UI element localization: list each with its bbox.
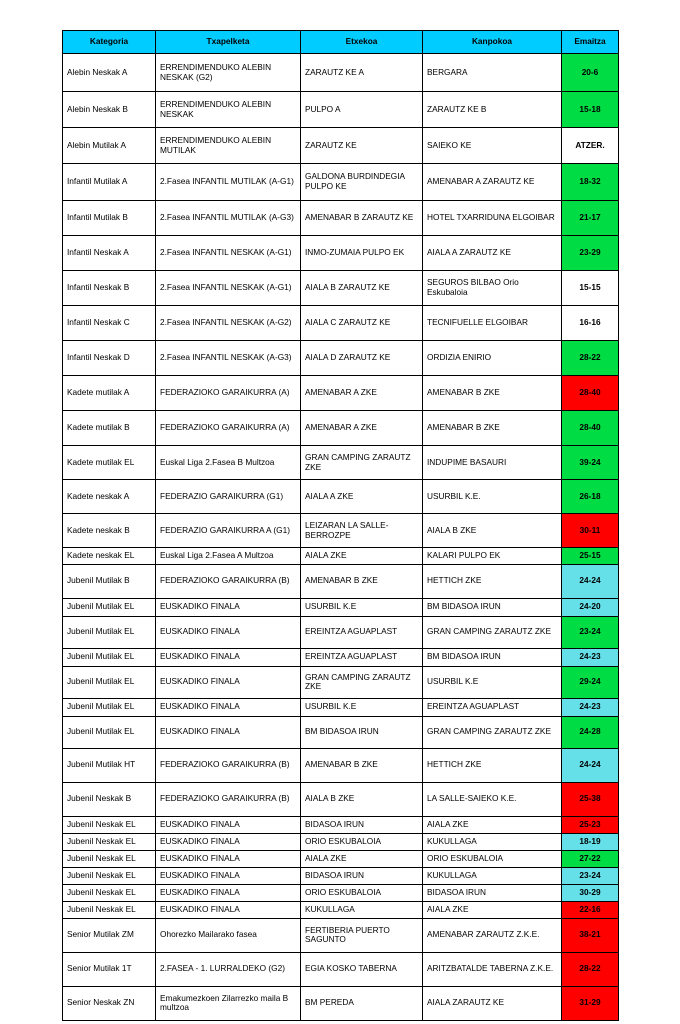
results-table <box>62 30 619 1021</box>
table-row <box>63 480 619 514</box>
cell-kanpokoa: ZARAUTZ KE B <box>423 92 562 128</box>
cell-kanpokoa: EREINTZA AGUAPLAST <box>423 698 562 716</box>
cell-kategoria: Jubenil Mutilak EL <box>63 598 156 616</box>
table-row <box>63 306 619 341</box>
cell-kanpokoa: AMENABAR B ZKE <box>423 411 562 446</box>
column-header-txapelketa: Txapelketa <box>156 31 301 54</box>
cell-kategoria: Jubenil Neskak EL <box>63 884 156 901</box>
cell-emaitza: 30-11 <box>562 514 619 548</box>
cell-txapelketa: FEDERAZIOKO GARAIKURRA (B) <box>156 782 301 816</box>
table-header-row <box>63 31 619 54</box>
cell-txapelketa: EUSKADIKO FINALA <box>156 716 301 748</box>
table-row <box>63 446 619 480</box>
cell-etxekoa: ORIO ESKUBALOIA <box>301 884 423 901</box>
cell-etxekoa: AIALA B ZARAUTZ KE <box>301 271 423 306</box>
cell-kategoria: Jubenil Mutilak EL <box>63 648 156 666</box>
table-row <box>63 648 619 666</box>
table-row <box>63 884 619 901</box>
cell-kanpokoa: HOTEL TXARRIDUNA ELGOIBAR <box>423 201 562 236</box>
cell-emaitza: 21-17 <box>562 201 619 236</box>
cell-emaitza: 25-23 <box>562 816 619 833</box>
cell-emaitza: 39-24 <box>562 446 619 480</box>
cell-emaitza: 18-19 <box>562 833 619 850</box>
cell-kanpokoa: GRAN CAMPING ZARAUTZ ZKE <box>423 716 562 748</box>
cell-kategoria: Infantil Neskak C <box>63 306 156 341</box>
cell-kategoria: Jubenil Neskak EL <box>63 816 156 833</box>
cell-txapelketa: EUSKADIKO FINALA <box>156 816 301 833</box>
table-row <box>63 952 619 986</box>
table-row <box>63 918 619 952</box>
cell-kanpokoa: USURBIL K.E. <box>423 480 562 514</box>
cell-kategoria: Senior Mutilak ZM <box>63 918 156 952</box>
cell-txapelketa: FEDERAZIOKO GARAIKURRA (B) <box>156 564 301 598</box>
cell-etxekoa: EREINTZA AGUAPLAST <box>301 616 423 648</box>
cell-kanpokoa: HETTICH ZKE <box>423 564 562 598</box>
cell-etxekoa: EREINTZA AGUAPLAST <box>301 648 423 666</box>
table-header <box>63 31 619 54</box>
cell-txapelketa: 2.Fasea INFANTIL NESKAK (A-G1) <box>156 271 301 306</box>
cell-kategoria: Senior Neskak ZN <box>63 986 156 1020</box>
cell-txapelketa: EUSKADIKO FINALA <box>156 698 301 716</box>
cell-etxekoa: PULPO A <box>301 92 423 128</box>
cell-etxekoa: AIALA C ZARAUTZ KE <box>301 306 423 341</box>
cell-kanpokoa: AIALA ZKE <box>423 901 562 918</box>
table-row <box>63 748 619 782</box>
cell-emaitza: 25-38 <box>562 782 619 816</box>
cell-kanpokoa: TECNIFUELLE ELGOIBAR <box>423 306 562 341</box>
table-row <box>63 164 619 201</box>
cell-txapelketa: 2.Fasea INFANTIL NESKAK (A-G2) <box>156 306 301 341</box>
table-row <box>63 271 619 306</box>
cell-kategoria: Kadete mutilak A <box>63 376 156 411</box>
cell-kanpokoa: BIDASOA IRUN <box>423 884 562 901</box>
cell-etxekoa: AIALA ZKE <box>301 850 423 867</box>
cell-etxekoa: INMO-ZUMAIA PULPO EK <box>301 236 423 271</box>
cell-kanpokoa: USURBIL K.E <box>423 666 562 698</box>
cell-txapelketa: EUSKADIKO FINALA <box>156 850 301 867</box>
table-row <box>63 548 619 565</box>
cell-etxekoa: ORIO ESKUBALOIA <box>301 833 423 850</box>
cell-kanpokoa: INDUPIME BASAURI <box>423 446 562 480</box>
cell-kanpokoa: SAIEKO KE <box>423 128 562 164</box>
cell-emaitza: 23-29 <box>562 236 619 271</box>
cell-kanpokoa: AMENABAR ZARAUTZ Z.K.E. <box>423 918 562 952</box>
column-header-etxekoa: Etxekoa <box>301 31 423 54</box>
cell-txapelketa: FEDERAZIO GARAIKURRA (G1) <box>156 480 301 514</box>
cell-etxekoa: USURBIL K.E <box>301 598 423 616</box>
cell-txapelketa: ERRENDIMENDUKO ALEBIN MUTILAK <box>156 128 301 164</box>
cell-kanpokoa: ORDIZIA ENIRIO <box>423 341 562 376</box>
cell-etxekoa: BM PEREDA <box>301 986 423 1020</box>
cell-emaitza: 30-29 <box>562 884 619 901</box>
cell-kategoria: Kadete mutilak EL <box>63 446 156 480</box>
table-row <box>63 341 619 376</box>
cell-kategoria: Jubenil Neskak EL <box>63 901 156 918</box>
cell-kategoria: Alebin Mutilak A <box>63 128 156 164</box>
cell-etxekoa: EGIA KOSKO TABERNA <box>301 952 423 986</box>
cell-txapelketa: EUSKADIKO FINALA <box>156 833 301 850</box>
table-row <box>63 816 619 833</box>
cell-txapelketa: FEDERAZIOKO GARAIKURRA (A) <box>156 411 301 446</box>
cell-emaitza: 28-22 <box>562 952 619 986</box>
cell-etxekoa: BM BIDASOA IRUN <box>301 716 423 748</box>
cell-kanpokoa: AIALA ZARAUTZ KE <box>423 986 562 1020</box>
cell-kategoria: Alebin Neskak B <box>63 92 156 128</box>
cell-kategoria: Infantil Neskak B <box>63 271 156 306</box>
cell-emaitza: 29-24 <box>562 666 619 698</box>
cell-kanpokoa: SEGUROS BILBAO Orio Eskubaloia <box>423 271 562 306</box>
cell-txapelketa: EUSKADIKO FINALA <box>156 598 301 616</box>
cell-kategoria: Jubenil Mutilak B <box>63 564 156 598</box>
cell-kategoria: Jubenil Mutilak EL <box>63 698 156 716</box>
cell-kategoria: Infantil Mutilak A <box>63 164 156 201</box>
table-row <box>63 782 619 816</box>
cell-emaitza: 28-22 <box>562 341 619 376</box>
cell-emaitza: 24-24 <box>562 748 619 782</box>
cell-kanpokoa: KUKULLAGA <box>423 867 562 884</box>
cell-txapelketa: EUSKADIKO FINALA <box>156 616 301 648</box>
table-row <box>63 201 619 236</box>
cell-emaitza: 28-40 <box>562 376 619 411</box>
cell-txapelketa: Euskal Liga 2.Fasea B Multzoa <box>156 446 301 480</box>
cell-etxekoa: GRAN CAMPING ZARAUTZ ZKE <box>301 666 423 698</box>
cell-emaitza: 24-20 <box>562 598 619 616</box>
cell-etxekoa: AIALA A ZKE <box>301 480 423 514</box>
cell-etxekoa: BIDASOA IRUN <box>301 867 423 884</box>
cell-emaitza: 15-18 <box>562 92 619 128</box>
cell-etxekoa: AMENABAR B ZARAUTZ KE <box>301 201 423 236</box>
cell-etxekoa: LEIZARAN LA SALLE-BERROZPE <box>301 514 423 548</box>
cell-kanpokoa: ARITZBATALDE TABERNA Z.K.E. <box>423 952 562 986</box>
table-row <box>63 411 619 446</box>
cell-txapelketa: 2.Fasea INFANTIL NESKAK (A-G1) <box>156 236 301 271</box>
cell-kategoria: Jubenil Mutilak HT <box>63 748 156 782</box>
column-header-kategoria: Kategoria <box>63 31 156 54</box>
cell-txapelketa: EUSKADIKO FINALA <box>156 666 301 698</box>
cell-kategoria: Kadete neskak B <box>63 514 156 548</box>
cell-kategoria: Alebin Neskak A <box>63 54 156 92</box>
cell-txapelketa: EUSKADIKO FINALA <box>156 884 301 901</box>
table-row <box>63 616 619 648</box>
cell-kanpokoa: LA SALLE-SAIEKO K.E. <box>423 782 562 816</box>
cell-emaitza: 31-29 <box>562 986 619 1020</box>
cell-emaitza: 16-16 <box>562 306 619 341</box>
cell-txapelketa: Ohorezko Mailarako fasea <box>156 918 301 952</box>
cell-txapelketa: FEDERAZIO GARAIKURRA A (G1) <box>156 514 301 548</box>
cell-kanpokoa: BM BIDASOA IRUN <box>423 598 562 616</box>
table-row <box>63 986 619 1020</box>
cell-emaitza: 38-21 <box>562 918 619 952</box>
table-row <box>63 598 619 616</box>
cell-etxekoa: AMENABAR A ZKE <box>301 376 423 411</box>
cell-kanpokoa: AIALA A ZARAUTZ KE <box>423 236 562 271</box>
cell-emaitza: ATZER. <box>562 128 619 164</box>
cell-txapelketa: 2.FASEA - 1. LURRALDEKO (G2) <box>156 952 301 986</box>
table-row <box>63 698 619 716</box>
cell-txapelketa: EUSKADIKO FINALA <box>156 901 301 918</box>
cell-emaitza: 24-23 <box>562 648 619 666</box>
cell-kanpokoa: AIALA ZKE <box>423 816 562 833</box>
cell-txapelketa: Euskal Liga 2.Fasea A Multzoa <box>156 548 301 565</box>
cell-etxekoa: BIDASOA IRUN <box>301 816 423 833</box>
cell-kategoria: Infantil Neskak D <box>63 341 156 376</box>
table-row <box>63 54 619 92</box>
cell-etxekoa: USURBIL K.E <box>301 698 423 716</box>
cell-etxekoa: GRAN CAMPING ZARAUTZ ZKE <box>301 446 423 480</box>
cell-txapelketa: FEDERAZIOKO GARAIKURRA (A) <box>156 376 301 411</box>
cell-emaitza: 27-22 <box>562 850 619 867</box>
cell-txapelketa: ERRENDIMENDUKO ALEBIN NESKAK (G2) <box>156 54 301 92</box>
cell-kanpokoa: GRAN CAMPING ZARAUTZ ZKE <box>423 616 562 648</box>
cell-kanpokoa: KALARI PULPO EK <box>423 548 562 565</box>
cell-emaitza: 23-24 <box>562 616 619 648</box>
cell-etxekoa: AMENABAR B ZKE <box>301 748 423 782</box>
cell-etxekoa: AIALA B ZKE <box>301 782 423 816</box>
cell-kanpokoa: HETTICH ZKE <box>423 748 562 782</box>
cell-etxekoa: ZARAUTZ KE A <box>301 54 423 92</box>
cell-kanpokoa: ORIO ESKUBALOIA <box>423 850 562 867</box>
cell-kategoria: Jubenil Neskak EL <box>63 867 156 884</box>
cell-txapelketa: 2.Fasea INFANTIL MUTILAK (A-G3) <box>156 201 301 236</box>
table-row <box>63 514 619 548</box>
cell-kategoria: Jubenil Mutilak EL <box>63 616 156 648</box>
cell-txapelketa: Emakumezkoen Zilarrezko maila B multzoa <box>156 986 301 1020</box>
cell-txapelketa: 2.Fasea INFANTIL MUTILAK (A-G1) <box>156 164 301 201</box>
cell-etxekoa: AMENABAR B ZKE <box>301 564 423 598</box>
cell-etxekoa: KUKULLAGA <box>301 901 423 918</box>
cell-kanpokoa: AMENABAR B ZKE <box>423 376 562 411</box>
table-row <box>63 833 619 850</box>
table-row <box>63 92 619 128</box>
cell-kategoria: Infantil Neskak A <box>63 236 156 271</box>
cell-emaitza: 20-6 <box>562 54 619 92</box>
cell-kategoria: Kadete neskak EL <box>63 548 156 565</box>
cell-kanpokoa: KUKULLAGA <box>423 833 562 850</box>
table-row <box>63 564 619 598</box>
table-row <box>63 901 619 918</box>
cell-emaitza: 15-15 <box>562 271 619 306</box>
cell-etxekoa: GALDONA BURDINDEGIA PULPO KE <box>301 164 423 201</box>
column-header-emaitza: Emaitza <box>562 31 619 54</box>
cell-kategoria: Jubenil Neskak EL <box>63 850 156 867</box>
cell-kanpokoa: BM BIDASOA IRUN <box>423 648 562 666</box>
cell-emaitza: 24-23 <box>562 698 619 716</box>
column-header-kanpokoa: Kanpokoa <box>423 31 562 54</box>
cell-txapelketa: EUSKADIKO FINALA <box>156 648 301 666</box>
table-row <box>63 128 619 164</box>
cell-kanpokoa: AMENABAR A ZARAUTZ KE <box>423 164 562 201</box>
cell-kanpokoa: BERGARA <box>423 54 562 92</box>
cell-emaitza: 22-16 <box>562 901 619 918</box>
cell-txapelketa: ERRENDIMENDUKO ALEBIN NESKAK <box>156 92 301 128</box>
cell-emaitza: 24-24 <box>562 564 619 598</box>
cell-etxekoa: FERTIBERIA PUERTO SAGUNTO <box>301 918 423 952</box>
cell-emaitza: 28-40 <box>562 411 619 446</box>
cell-etxekoa: AMENABAR A ZKE <box>301 411 423 446</box>
table-row <box>63 376 619 411</box>
cell-emaitza: 24-28 <box>562 716 619 748</box>
cell-emaitza: 26-18 <box>562 480 619 514</box>
cell-txapelketa: EUSKADIKO FINALA <box>156 867 301 884</box>
table-row <box>63 236 619 271</box>
cell-kategoria: Jubenil Neskak B <box>63 782 156 816</box>
cell-etxekoa: ZARAUTZ KE <box>301 128 423 164</box>
cell-kategoria: Senior Mutilak 1T <box>63 952 156 986</box>
table-row <box>63 716 619 748</box>
cell-emaitza: 25-15 <box>562 548 619 565</box>
cell-kategoria: Jubenil Mutilak EL <box>63 666 156 698</box>
table-row <box>63 666 619 698</box>
cell-kategoria: Kadete mutilak B <box>63 411 156 446</box>
table-body <box>63 54 619 1021</box>
cell-txapelketa: FEDERAZIOKO GARAIKURRA (B) <box>156 748 301 782</box>
cell-kategoria: Jubenil Neskak EL <box>63 833 156 850</box>
cell-kategoria: Kadete neskak A <box>63 480 156 514</box>
cell-etxekoa: AIALA D ZARAUTZ KE <box>301 341 423 376</box>
cell-emaitza: 23-24 <box>562 867 619 884</box>
cell-kategoria: Infantil Mutilak B <box>63 201 156 236</box>
cell-kategoria: Jubenil Mutilak EL <box>63 716 156 748</box>
cell-kanpokoa: AIALA B ZKE <box>423 514 562 548</box>
table-row <box>63 850 619 867</box>
cell-emaitza: 18-32 <box>562 164 619 201</box>
table-row <box>63 867 619 884</box>
cell-txapelketa: 2.Fasea INFANTIL NESKAK (A-G3) <box>156 341 301 376</box>
cell-etxekoa: AIALA ZKE <box>301 548 423 565</box>
